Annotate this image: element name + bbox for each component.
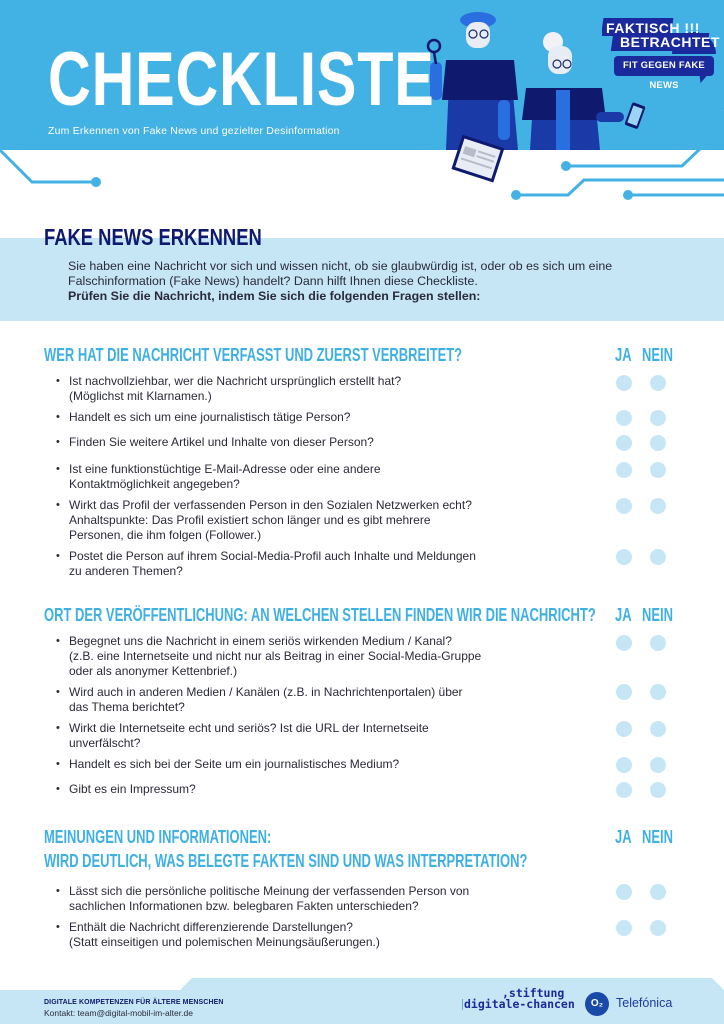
intro-instruction: Prüfen Sie die Nachricht, indem Sie sich die folgenden Fragen stellen: [68, 289, 481, 303]
answer-yes-3-1[interactable] [616, 884, 632, 900]
question-3-2: • Enthält die Nachricht differenzierende Darstellungen? (Statt einseitigen und polemischen Meinungsäußerungen.) [56, 920, 380, 949]
intro-heading: FAKE NEWS ERKENNEN [44, 224, 262, 250]
answer-yes-1-5[interactable] [616, 498, 632, 514]
answer-no-3-1[interactable] [650, 884, 666, 900]
stiftung-digitale-chancen-logo: ,stiftung digitale-chancen [464, 986, 575, 1011]
bullet-icon: • [56, 375, 60, 387]
column-head-yes: JA [615, 345, 632, 365]
bullet-icon: • [56, 758, 60, 770]
answer-no-1-1[interactable] [650, 375, 666, 391]
answer-yes-1-6[interactable] [616, 549, 632, 565]
bullet-icon: • [56, 550, 60, 562]
answer-yes-2-5[interactable] [616, 782, 632, 798]
question-1-4: • Ist eine funktionstüchtige E-Mail-Adresse oder eine andere Kontaktmöglichkeit angegeben? [56, 462, 381, 491]
question-2-2: • Wird auch in anderen Medien / Kanälen (z.B. in Nachrichtenportalen) über das Thema berichtet? [56, 685, 463, 714]
answer-no-2-1[interactable] [650, 635, 666, 651]
page-subtitle: Zum Erkennen von Fake News und gezielter Desinformation [48, 125, 340, 137]
column-head-yes: JA [615, 827, 632, 847]
question-1-3: • Finden Sie weitere Artikel und Inhalte von dieser Person? [56, 435, 374, 449]
section-title-author: WER HAT DIE NACHRICHT VERFASST UND ZUERST VERBREITET? [44, 345, 463, 365]
section-subtitle-opinions: WIRD DEUTLICH, WAS BELEGTE FAKTEN SIND UND WAS INTERPRETATION? [44, 851, 528, 871]
answer-no-1-5[interactable] [650, 498, 666, 514]
page-title: CHECKLISTE [48, 37, 435, 122]
footer [0, 978, 724, 1024]
question-2-4: • Handelt es sich bei der Seite um ein journalistisches Medium? [56, 757, 400, 771]
answer-yes-2-4[interactable] [616, 757, 632, 773]
answer-no-2-3[interactable] [650, 721, 666, 737]
question-1-1: • Ist nachvollziehbar, wer die Nachricht ursprünglich erstellt hat? (Möglichst mit Klarnamen.) [56, 374, 402, 403]
column-head-yes: JA [615, 605, 632, 625]
question-1-2: • Handelt es sich um eine journalistisch tätige Person? [56, 410, 351, 424]
column-head-no: NEIN [642, 827, 673, 847]
bullet-icon: • [56, 411, 60, 423]
question-2-3: • Wirkt die Internetseite echt und seriös? Ist die URL der Internetseite unverfälscht? [56, 721, 429, 750]
answer-yes-1-3[interactable] [616, 435, 632, 451]
answer-no-1-2[interactable] [650, 410, 666, 426]
bullet-icon: • [56, 921, 60, 933]
answer-no-3-2[interactable] [650, 920, 666, 936]
answer-no-1-4[interactable] [650, 462, 666, 478]
column-head-no: NEIN [642, 605, 673, 625]
question-2-5: • Gibt es ein Impressum? [56, 782, 196, 796]
section-title-opinions: MEINUNGEN UND INFORMATIONEN: [44, 827, 272, 847]
bullet-icon: • [56, 436, 60, 448]
answer-yes-2-3[interactable] [616, 721, 632, 737]
bullet-icon: • [56, 499, 60, 511]
question-3-1: • Lässt sich die persönliche politische Meinung der verfassenden Person von sachlichen Informationen bzw. belegbaren Fakten unterschieden? [56, 884, 470, 913]
answer-yes-1-4[interactable] [616, 462, 632, 478]
bullet-icon: • [56, 783, 60, 795]
answer-no-2-2[interactable] [650, 684, 666, 700]
answer-yes-2-2[interactable] [616, 684, 632, 700]
o2-logo-icon: O₂ [585, 992, 609, 1016]
bullet-icon: • [56, 885, 60, 897]
answer-no-1-6[interactable] [650, 549, 666, 565]
answer-no-2-4[interactable] [650, 757, 666, 773]
header [0, 0, 724, 235]
answer-yes-3-2[interactable] [616, 920, 632, 936]
footer-contact[interactable]: Kontakt: team@digital-mobil-im-alter.de [44, 1008, 193, 1018]
logo-badge: FIT GEGEN FAKE NEWS [614, 56, 714, 76]
question-1-6: • Postet die Person auf ihrem Social-Media-Profil auch Inhalte und Meldungen zu anderen Themen? [56, 549, 476, 578]
bullet-icon: • [56, 463, 60, 475]
footer-tagline: DIGITALE KOMPETENZEN FÜR ÄLTERE MENSCHEN [44, 999, 224, 1006]
bullet-icon: • [56, 635, 60, 647]
answer-yes-2-1[interactable] [616, 635, 632, 651]
intro-text [68, 259, 708, 304]
question-1-5: • Wirkt das Profil der verfassenden Person in den Sozialen Netzwerken echt? Anhaltspunkte: Das Profil existiert schon länger und es gibt mehrere Personen, die ihm folgen (Follower.) [56, 498, 472, 542]
logo-line1: FAKTISCH !!! [606, 20, 700, 36]
intro-line-1: Sie haben eine Nachricht vor sich und wissen nicht, ob sie glaubwürdig ist, oder ob es sich um eine [68, 259, 613, 273]
intro-line-2: Falschinformation (Fake News) handelt? Dann hilft Ihnen diese Checkliste. [68, 274, 478, 288]
bullet-icon: • [56, 722, 60, 734]
logo-line2: BETRACHTET [620, 34, 720, 50]
telefonica-logo: Telefónica [616, 996, 673, 1010]
answer-yes-1-1[interactable] [616, 375, 632, 391]
bullet-icon: • [56, 686, 60, 698]
column-head-no: NEIN [642, 345, 673, 365]
answer-no-1-3[interactable] [650, 435, 666, 451]
question-2-1: • Begegnet uns die Nachricht in einem seriös wirkenden Medium / Kanal? (z.B. eine Internetseite und nicht nur als Beitrag in einer Social-Media-Gruppe oder als anonymer Kettenbrief.) [56, 634, 482, 678]
section-title-publication: ORT DER VERÖFFENTLICHUNG: AN WELCHEN STELLEN FINDEN WIR DIE NACHRICHT? [44, 605, 596, 625]
answer-no-2-5[interactable] [650, 782, 666, 798]
faktisch-betrachtet-logo [602, 14, 720, 91]
answer-yes-1-2[interactable] [616, 410, 632, 426]
